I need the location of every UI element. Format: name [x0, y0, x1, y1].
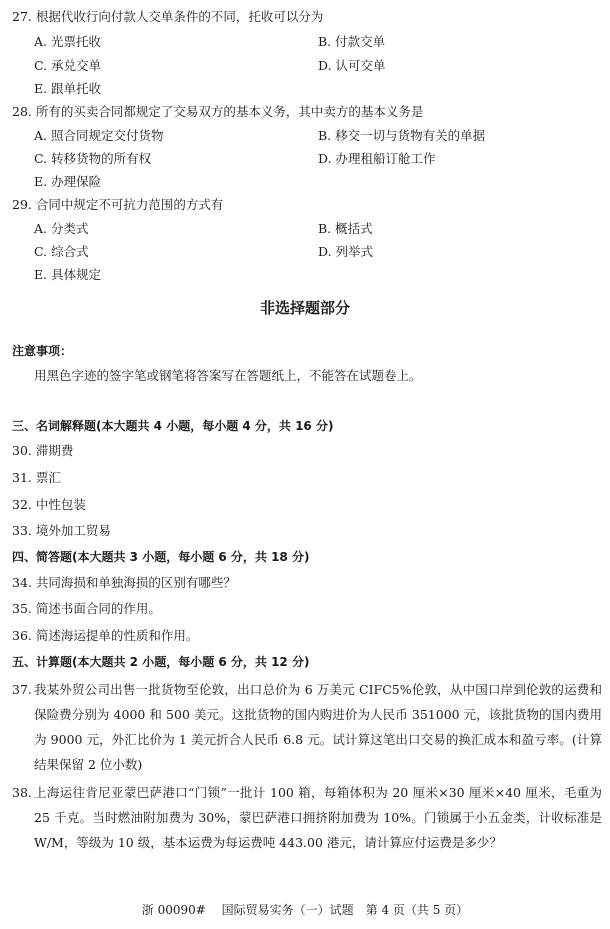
calc-question-38 [12, 780, 602, 855]
q37-number: 37. [12, 682, 32, 697]
short-answer-35: 35. 简述书面合同的作用。 [12, 601, 161, 616]
term-31: 31. 票汇 [12, 470, 61, 485]
q28-option-b: B. 移交一切与货物有关的单据 [318, 128, 486, 143]
q27-option-d: D. 认可交单 [318, 58, 386, 73]
question-27-stem: 27. 根据代收行向付款人交单条件的不同，托收可以分为 [12, 9, 324, 24]
part4-title: 四、简答题(本大题共 3 小题，每小题 6 分，共 18 分) [12, 550, 310, 564]
q28-option-a: A. 照合同规定交付货物 [34, 128, 164, 143]
q27-option-c: C. 承兑交单 [34, 58, 102, 73]
short-answer-36: 36. 简述海运提单的性质和作用。 [12, 628, 199, 643]
q27-option-a: A. 光票托收 [34, 34, 101, 49]
page-footer: 浙 00090# 国际贸易实务（一）试题 第 4 页（共 5 页） [141, 903, 469, 917]
term-32: 32. 中性包装 [12, 497, 86, 512]
q29-option-a: A. 分类式 [34, 221, 89, 236]
q38-text: 上海运往肯尼亚蒙巴萨港口“门锁”一批计 100 箱，每箱体积为 20 厘米×30 厘米×40 厘米，毛重为 25 千克。当时燃油附加费为 30%，蒙巴萨港口拥挤附加费为 10%。门锁属于小五金类，计收标准是 W/M，等级为 10 级，基本运费为每运费吨 443.00 港元，请计算应付运费是多少？ [34, 785, 602, 850]
calc-question-37 [12, 677, 602, 777]
q28-option-c: C. 转移货物的所有权 [34, 151, 152, 166]
q29-option-c: C. 综合式 [34, 244, 89, 259]
short-answer-34: 34. 共同海损和单独海损的区别有哪些？ [12, 575, 236, 590]
q27-option-b: B. 付款交单 [318, 34, 386, 49]
q28-option-d: D. 办理租船订舱工作 [318, 151, 436, 166]
q29-option-d: D. 列举式 [318, 244, 374, 259]
q29-option-b: B. 概括式 [318, 221, 373, 236]
q29-option-e: E. 具体规定 [34, 267, 102, 282]
notice-text: 用黑色字迹的签字笔或钢笔将答案写在答题纸上，不能答在试题卷上。 [34, 368, 422, 383]
section-title: 非选择题部分 [259, 299, 350, 317]
part3-title: 三、名词解释题(本大题共 4 小题，每小题 4 分，共 16 分) [12, 419, 334, 433]
question-29-stem: 29. 合同中规定不可抗力范围的方式有 [12, 197, 224, 212]
q28-option-e: E. 办理保险 [34, 174, 102, 189]
q37-text: 我某外贸公司出售一批货物至伦敦，出口总价为 6 万美元 CIFC5%伦敦，从中国口岸到伦敦的运费和保险费分别为 4000 和 500 美元。这批货物的国内购进价为人民币 351000 元，该批货物的国内费用为 9000 元，外汇比价为 1 美元折合人民币 6.8 元。试计算这笔出口交易的换汇成本和盈亏率。(计算结果保留 2 位小数) [34, 682, 602, 772]
term-33: 33. 境外加工贸易 [12, 523, 111, 538]
part5-title: 五、计算题(本大题共 2 小题，每小题 6 分，共 12 分) [12, 655, 310, 669]
term-30: 30. 滞期费 [12, 443, 74, 458]
notice-title: 注意事项： [12, 344, 73, 358]
question-28-stem: 28. 所有的买卖合同都规定了交易双方的基本义务，其中卖方的基本义务是 [12, 104, 424, 119]
q38-number: 38. [12, 785, 32, 800]
q27-option-e: E. 跟单托收 [34, 81, 102, 96]
